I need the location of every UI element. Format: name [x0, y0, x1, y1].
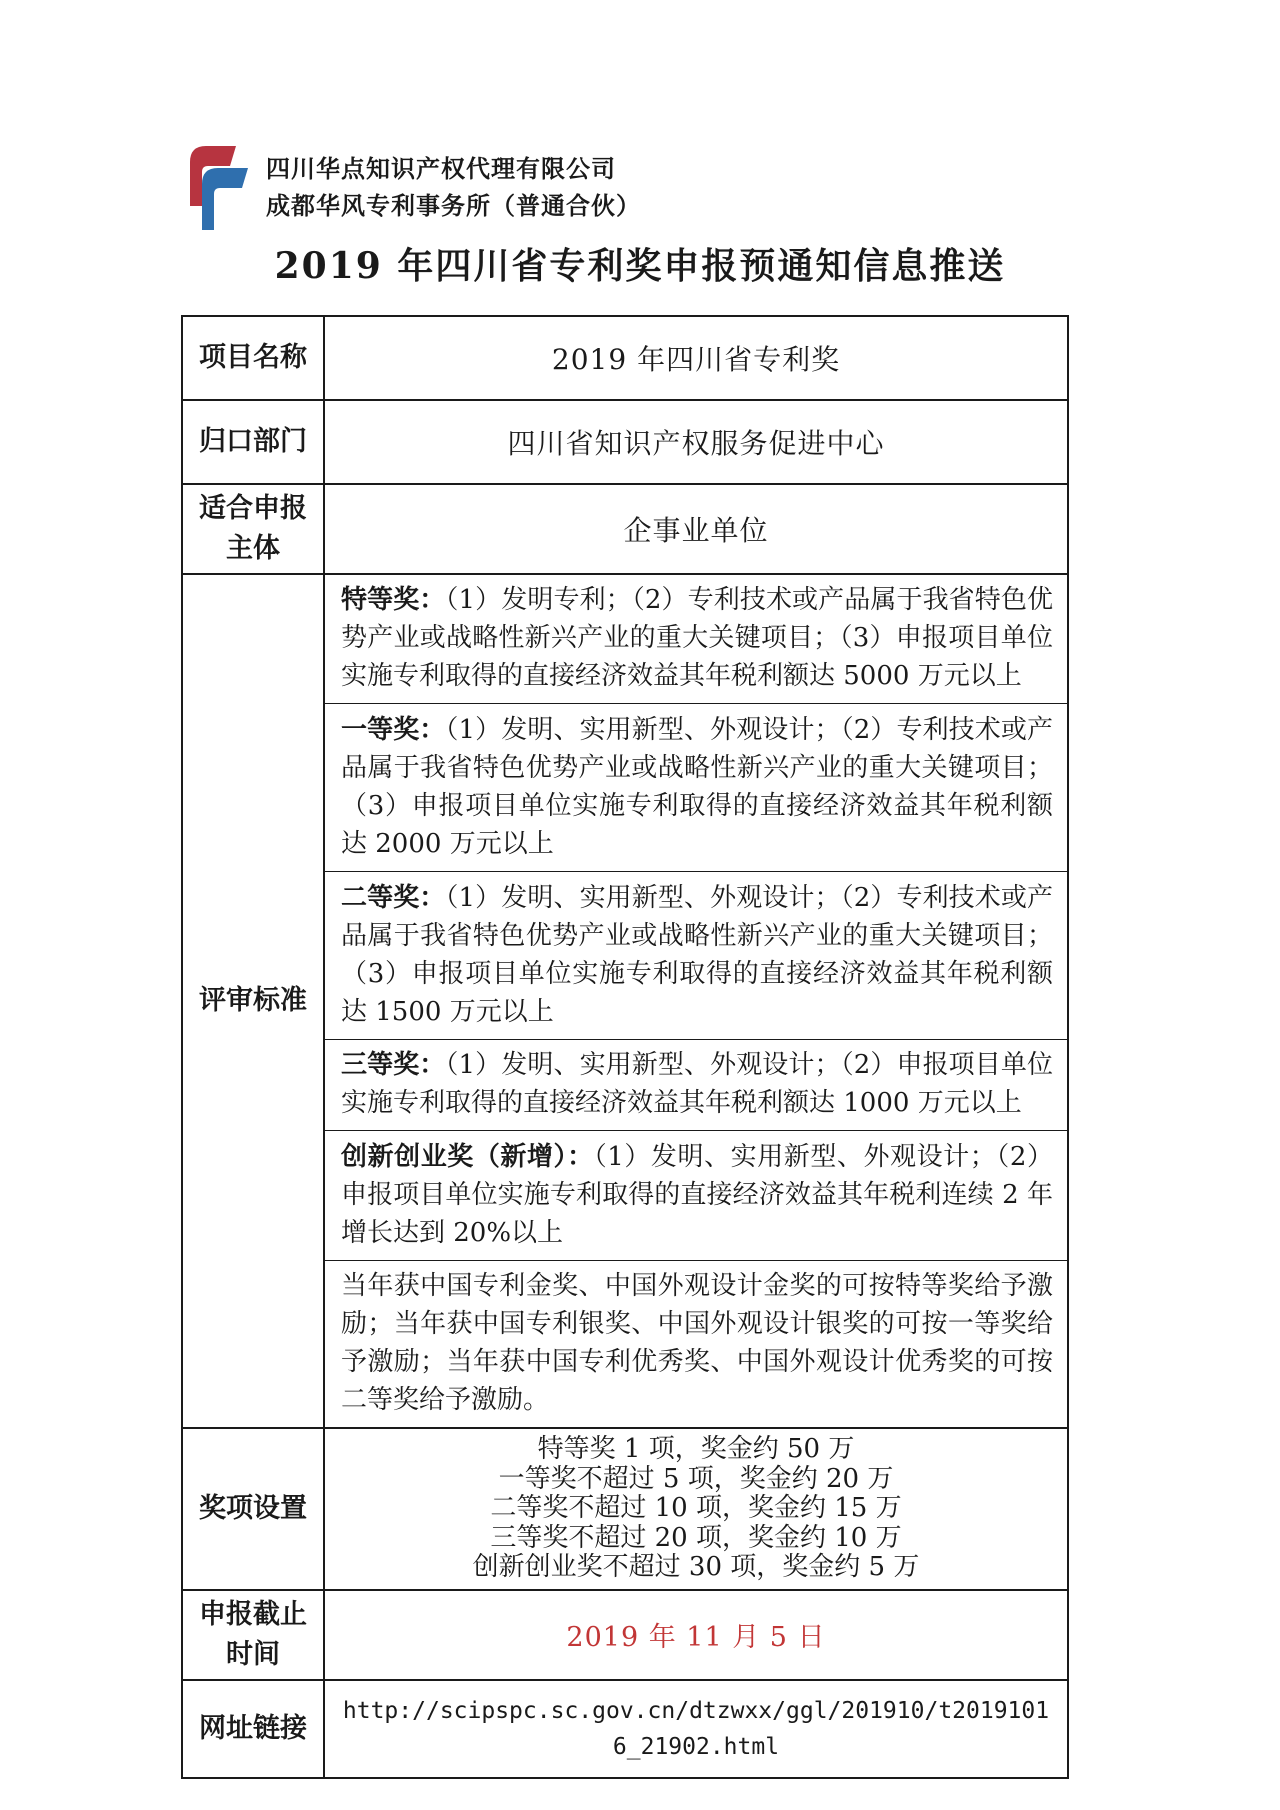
criteria-special-lead: 特等奖：	[341, 585, 446, 615]
criteria-first-prize	[324, 704, 1068, 872]
company-name-line1: 四川华点知识产权代理有限公司	[266, 154, 616, 183]
brand-header	[188, 142, 1280, 232]
applicant-label: 适合申报主体	[182, 484, 324, 574]
deadline-label: 申报截止时间	[182, 1590, 324, 1680]
awards-line-special: 特等奖 1 项，奖金约 50 万	[537, 1434, 855, 1464]
criteria-first-text: （1）发明、实用新型、外观设计；（2）专利技术或产品属于我省特色优势产业或战略性新兴产业的重大关键项目；（3）申报项目单位实施专利取得的直接经济效益其年税利额达 2000 万元以上	[341, 714, 1053, 859]
criteria-label: 评审标准	[182, 574, 324, 1428]
company-names	[266, 150, 641, 224]
table-row-deadline	[182, 1590, 1068, 1680]
criteria-national-awards	[324, 1261, 1068, 1429]
department-label: 归口部门	[182, 400, 324, 484]
link-label: 网址链接	[182, 1680, 324, 1778]
criteria-innovation-lead: 创新创业奖（新增）：	[341, 1141, 594, 1172]
awards-value	[324, 1428, 1068, 1590]
project-name-label: 项目名称	[182, 316, 324, 400]
table-row-applicant	[182, 484, 1068, 574]
criteria-third-lead: 三等奖：	[341, 1050, 446, 1080]
table-row-department	[182, 400, 1068, 484]
criteria-innovation-prize	[324, 1131, 1068, 1261]
logo-blue-shape	[202, 168, 248, 230]
criteria-first-lead: 一等奖：	[341, 714, 446, 745]
company-name-line2: 成都华风专利事务所（普通合伙）	[266, 191, 641, 220]
table-row-project-name	[182, 316, 1068, 400]
criteria-special-prize	[324, 574, 1068, 704]
link-url: http://scipspc.sc.gov.cn/dtzwxx/ggl/201910/t20191016_21902.html	[324, 1680, 1068, 1778]
awards-label: 奖项设置	[182, 1428, 324, 1590]
deadline-value: 2019 年 11 月 5 日	[324, 1590, 1068, 1680]
criteria-second-prize	[324, 872, 1068, 1040]
criteria-innovation-text: （1）发明、实用新型、外观设计；（2）申报项目单位实施专利取得的直接经济效益其年税利连续 2 年增长达到 20%以上	[341, 1141, 1053, 1248]
table-row-link	[182, 1680, 1068, 1778]
criteria-third-prize	[324, 1040, 1068, 1131]
criteria-national-text: 当年获中国专利金奖、中国外观设计金奖的可按特等奖给予激励；当年获中国专利银奖、中国外观设计银奖的可按一等奖给予激励；当年获中国专利优秀奖、中国外观设计优秀奖的可按二等奖给予激励。	[341, 1271, 1053, 1415]
applicant-value: 企事业单位	[324, 484, 1068, 574]
criteria-third-text: （1）发明、实用新型、外观设计；（2）申报项目单位实施专利取得的直接经济效益其年税利额达 1000 万元以上	[341, 1050, 1053, 1118]
criteria-special-text: （1）发明专利；（2）专利技术或产品属于我省特色优势产业或战略性新兴产业的重大关键项目；（3）申报项目单位实施专利取得的直接经济效益其年税利额达 5000 万元以上	[341, 585, 1053, 691]
awards-line-second: 二等奖不超过 10 项，奖金约 15 万	[490, 1493, 902, 1523]
page-title: 2019 年四川省专利奖申报预通知信息推送	[274, 245, 1006, 287]
company-logo-icon	[188, 144, 252, 230]
info-table	[181, 315, 1069, 1779]
awards-line-first: 一等奖不超过 5 项，奖金约 20 万	[498, 1463, 894, 1494]
table-row-awards	[182, 1428, 1068, 1590]
table-row-criteria-special	[182, 574, 1068, 704]
awards-line-third: 三等奖不超过 20 项，奖金约 10 万	[490, 1522, 902, 1553]
criteria-second-lead: 二等奖：	[341, 882, 446, 913]
department-value: 四川省知识产权服务促进中心	[324, 400, 1068, 484]
project-name-value: 2019 年四川省专利奖	[324, 316, 1068, 400]
criteria-second-text: （1）发明、实用新型、外观设计；（2）专利技术或产品属于我省特色优势产业或战略性新兴产业的重大关键项目；（3）申报项目单位实施专利取得的直接经济效益其年税利额达 1500 万元以上	[341, 882, 1053, 1027]
awards-line-innovation: 创新创业奖不超过 30 项，奖金约 5 万	[472, 1552, 920, 1582]
